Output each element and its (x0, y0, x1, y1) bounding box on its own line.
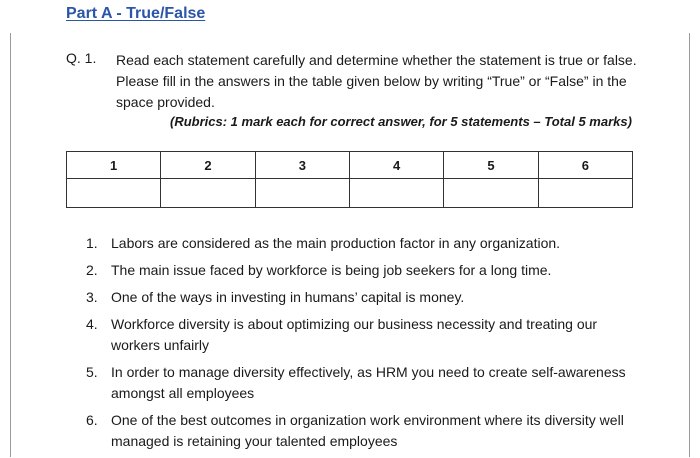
answer-table-answer-row (67, 179, 633, 208)
statement-list (86, 233, 646, 458)
statement-number: 1. (86, 235, 98, 251)
statement-text: Labors are considered as the main production factor in any organization. (111, 235, 561, 251)
statement-text: The main issue faced by workforce is being job seekers for a long time. (111, 262, 552, 278)
statement-text: amongst all employees (111, 385, 255, 401)
answer-header-cell: 2 (161, 152, 255, 179)
statement-text: managed is retaining your talented employees (111, 433, 398, 449)
instruction-line: Please fill in the answers in the table given below by writing “True” or “False” in the (116, 73, 627, 89)
statement-text: One of the best outcomes in organization work environment where its diversity well (111, 412, 624, 428)
section-title: Part A - True/False (66, 5, 206, 22)
answer-header-cell: 4 (349, 152, 443, 179)
answer-table (66, 151, 633, 208)
instruction-line: space provided. (116, 94, 215, 110)
statement-number: 4. (86, 316, 98, 332)
answer-header-cell: 6 (538, 152, 632, 179)
page-border-left (10, 33, 11, 457)
statement-item (86, 287, 646, 308)
answer-cell-3[interactable] (255, 179, 349, 208)
answer-header-cell: 5 (444, 152, 538, 179)
answer-cell-6[interactable] (538, 179, 632, 208)
answer-cell-1[interactable] (67, 179, 161, 208)
answer-header-cell: 1 (67, 152, 161, 179)
question-number: Q. 1. (66, 50, 97, 66)
answer-table-header-row (67, 152, 633, 179)
answer-header-cell: 3 (255, 152, 349, 179)
statement-item (86, 362, 646, 404)
page-border-right (689, 33, 690, 457)
statement-item (86, 233, 646, 254)
statement-number: 6. (86, 412, 98, 428)
statement-item (86, 410, 646, 452)
answer-cell-4[interactable] (349, 179, 443, 208)
statement-text: workers unfairly (111, 337, 210, 353)
statement-number: 2. (86, 262, 98, 278)
statement-text: Workforce diversity is about optimizing our business necessity and treating our (111, 316, 598, 332)
rubric-text: (Rubrics: 1 mark each for correct answer, for 5 statements – Total 5 marks) (170, 114, 632, 129)
statement-text: In order to manage diversity effectively, as HRM you need to create self-awareness (111, 364, 626, 380)
statement-number: 5. (86, 364, 98, 380)
statement-number: 3. (86, 289, 98, 305)
instruction-line: Read each statement carefully and determine whether the statement is true or false. (116, 52, 637, 68)
question-instructions (116, 50, 656, 113)
answer-cell-2[interactable] (161, 179, 255, 208)
statement-text: One of the ways in investing in humans’ capital is money. (111, 289, 465, 305)
answer-cell-5[interactable] (444, 179, 538, 208)
statement-item (86, 260, 646, 281)
statement-item (86, 314, 646, 356)
